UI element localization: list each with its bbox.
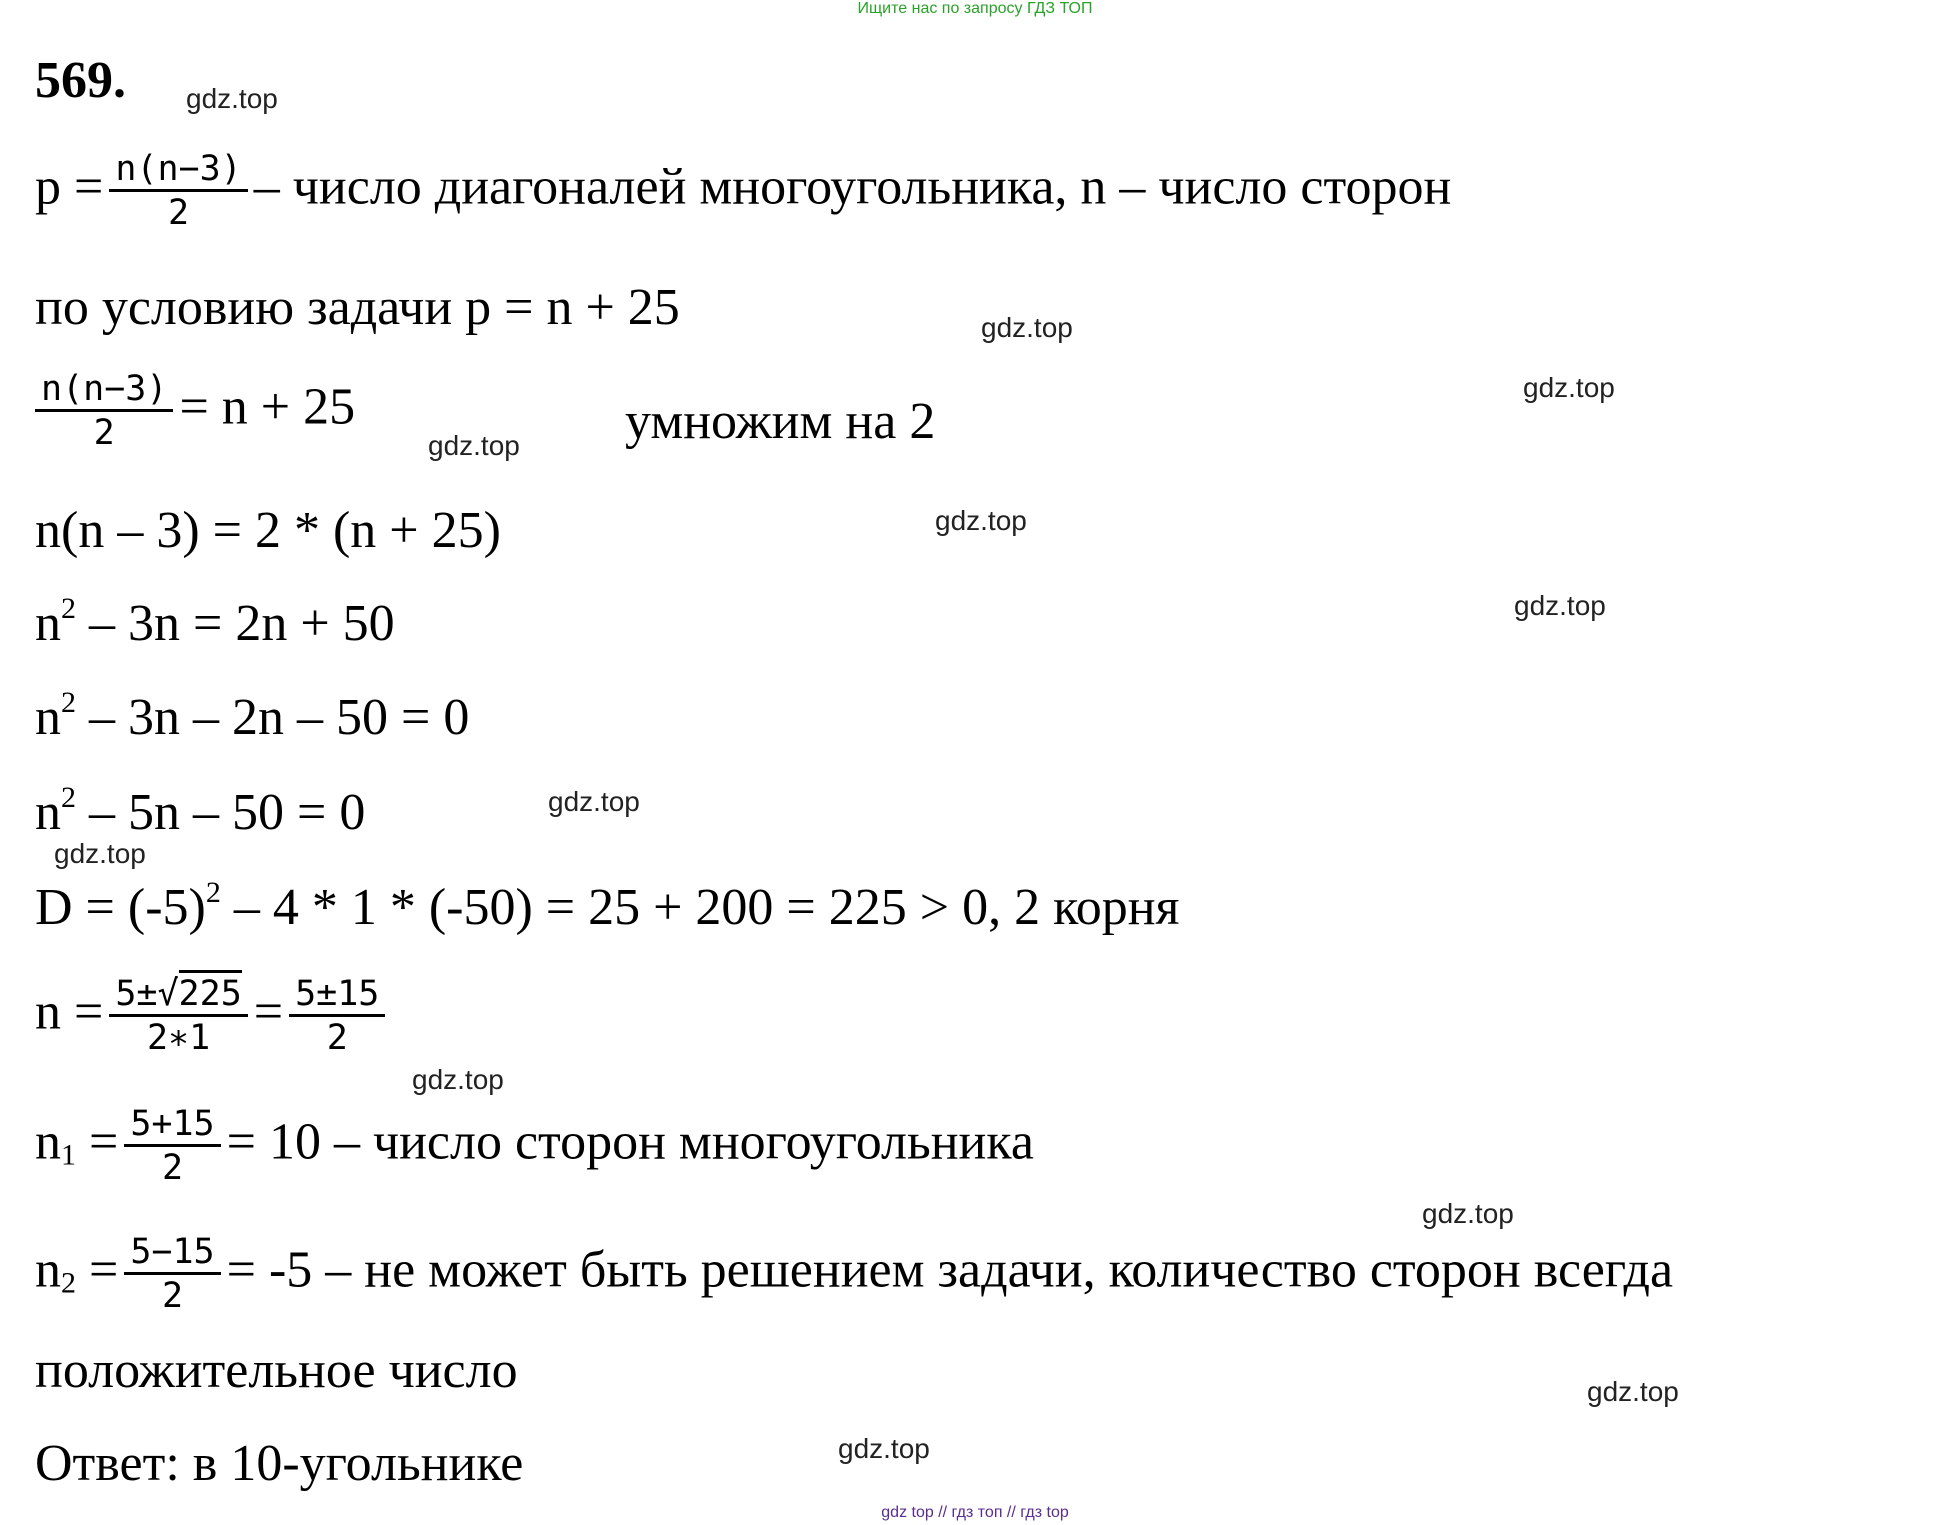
fraction-denominator: 2 [326, 1017, 348, 1058]
watermark: gdz.top [1523, 372, 1615, 403]
variable: n [35, 784, 61, 841]
watermark: gdz.top [1587, 1376, 1679, 1407]
fraction-denominator: 2∗1 [146, 1017, 211, 1058]
fraction-numerator: 5+15 [124, 1105, 220, 1147]
formula-lhs: p = [35, 158, 104, 216]
line-root-2 [35, 1233, 1673, 1317]
fraction-denominator: 2 [93, 412, 115, 453]
roots-lhs: n = [35, 983, 104, 1041]
exponent: 2 [61, 592, 76, 625]
line-diagonals-formula [35, 150, 1451, 234]
line-condition: по условию задачи p = n + 25 [35, 279, 680, 336]
variable: n [35, 1241, 61, 1299]
variable: n [35, 595, 61, 652]
multiply-note: умножим на 2 [625, 393, 936, 450]
watermark: gdz.top [54, 838, 146, 869]
answer: Ответ: в 10-угольнике [35, 1435, 524, 1492]
watermark: gdz.top [548, 786, 640, 817]
line-positive-note: положительное число [35, 1342, 518, 1399]
root-description: = -5 – не может быть решением задачи, количество сторон всегда [226, 1241, 1674, 1299]
line-quadratic-2 [35, 686, 470, 746]
fraction [35, 370, 173, 454]
line-roots-formula [35, 975, 391, 1059]
fraction-denominator: 2 [161, 1275, 184, 1316]
equation-rhs: = n + 25 [179, 378, 356, 436]
fraction-numerator: n(n−3) [35, 370, 173, 412]
footer: gdz top // гдз топ // гдз top [881, 1504, 1069, 1521]
fraction [124, 1233, 220, 1317]
fraction [124, 1105, 220, 1189]
watermark: gdz.top [1422, 1198, 1514, 1229]
fraction-numerator: 5−15 [124, 1233, 220, 1275]
watermark: gdz.top [428, 430, 520, 461]
variable: n [35, 1113, 61, 1171]
radicand: 225 [179, 970, 242, 1014]
numerator-prefix: 5±√ [115, 974, 179, 1014]
exponent: 2 [61, 686, 76, 719]
line-root-1 [35, 1105, 1034, 1189]
root-description: = 10 – число сторон многоугольника [226, 1113, 1034, 1171]
fraction-denominator: 2 [161, 1147, 184, 1188]
exponent: 2 [205, 876, 221, 909]
line-quadratic-1 [35, 592, 395, 652]
equals-sign: = [253, 983, 284, 1041]
watermark: gdz.top [1514, 590, 1606, 621]
equals-sign: = [89, 1113, 119, 1171]
exponent: 2 [61, 781, 76, 814]
expression-rest: – 3n – 2n – 50 = 0 [89, 689, 470, 746]
line-discriminant [35, 876, 1180, 936]
watermark: gdz.top [838, 1433, 930, 1464]
fraction-numerator: n(n−3) [109, 150, 247, 192]
fraction-denominator: 2 [168, 192, 190, 233]
equals-sign: = [89, 1241, 119, 1299]
discriminant-start: D = (-5) [35, 879, 206, 936]
discriminant-rest: – 4 * 1 * (-50) = 25 + 200 = 225 > 0, 2 корня [233, 879, 1180, 936]
watermark: gdz.top [412, 1064, 504, 1095]
problem-number: 569. [35, 52, 126, 109]
top-banner: Ищите нас по запросу ГДЗ ТОП [857, 0, 1093, 17]
fraction [109, 150, 247, 234]
fraction-numerator: 5±15 [289, 975, 385, 1017]
expression-rest: – 3n = 2n + 50 [89, 595, 395, 652]
fraction-numerator [109, 975, 247, 1017]
line-quadratic-3 [35, 781, 366, 841]
formula-description: – число диагоналей многоугольника, n – число сторон [253, 158, 1452, 216]
expression-rest: – 5n – 50 = 0 [89, 784, 366, 841]
fraction [109, 975, 247, 1059]
watermark: gdz.top [935, 505, 1027, 536]
watermark: gdz.top [981, 312, 1073, 343]
watermark: gdz.top [186, 83, 278, 114]
line-expanded: n(n – 3) = 2 * (n + 25) [35, 502, 501, 559]
line-equation [35, 370, 355, 454]
subscript: 2 [61, 1266, 76, 1300]
subscript: 1 [61, 1138, 76, 1172]
variable: n [35, 689, 61, 746]
fraction [289, 975, 385, 1059]
